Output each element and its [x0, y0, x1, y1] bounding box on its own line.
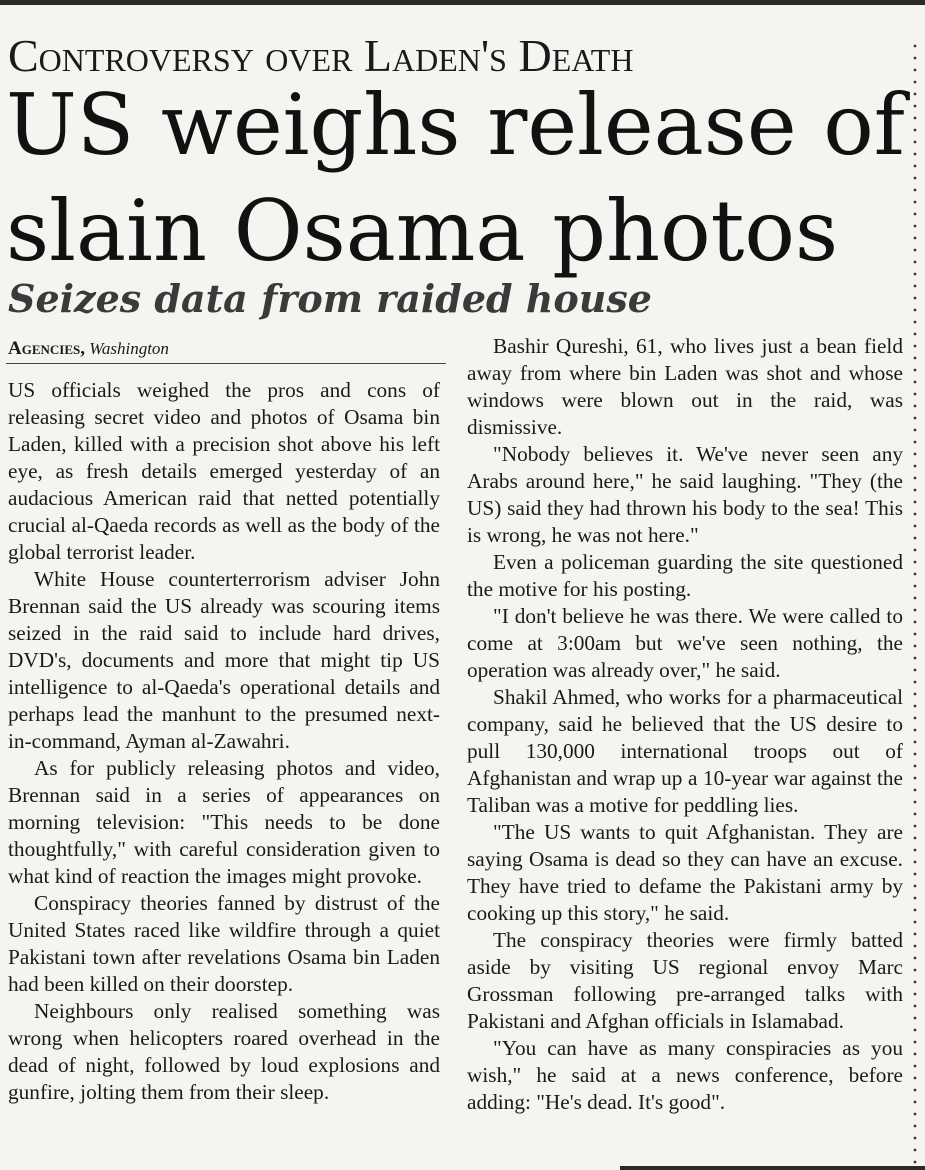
kicker: Controversy over Laden's Death [8, 30, 634, 81]
paragraph: Bashir Qureshi, 61, who lives just a bean field away from where bin Laden was shot and whose windows were blown out in the raid, was dismissive. [467, 334, 903, 439]
paragraph: As for publicly releasing photos and video, Brennan said in a series of appearances on morning television: "This needs to be done thoughtfully," with careful consideration given to what kind of reaction the images might provoke. [8, 756, 440, 888]
paragraph: Even a policeman guarding the site questioned the motive for his posting. [467, 550, 903, 601]
top-rule [0, 0, 925, 5]
paragraph: US officials weighed the pros and cons of releasing secret video and photos of Osama bin Laden, killed with a precision shot above his left eye, as fresh details emerged yesterday of an audacious American raid that netted potentially crucial al-Qaeda records as well as the body of the global terrorist leader. [8, 378, 440, 564]
paragraph: "Nobody believes it. We've never seen any Arabs around here," he said laughing. "They (the US) said they had thrown his body to the sea! This is wrong, he was not here." [467, 442, 903, 547]
article-column-left [8, 377, 440, 1106]
paragraph: Neighbours only realised something was wrong when helicopters roared overhead in the dead of night, followed by loud explosions and gunfire, jolting them from their sleep. [8, 999, 440, 1104]
paragraph: White House counterterrorism adviser John Brennan said the US already was scouring items seized in the raid said to include hard drives, DVD's, documents and more that might tip US intelligence to al-Qaeda's operational details and perhaps lead the manhunt to the presumed next-in-command, Ayman al-Zawahri. [8, 567, 440, 753]
headline: US weighs release of slain Osama photos [6, 76, 905, 280]
paragraph: "I don't believe he was there. We were called to come at 3:00am but we've seen nothing, the operation was already over," he said. [467, 604, 903, 682]
dotted-column-rule [913, 40, 917, 1165]
paragraph: The conspiracy theories were firmly batted aside by visiting US regional envoy Marc Grossman following pre-arranged talks with Pakistani and Afghan officials in Islamabad. [467, 928, 903, 1033]
bottom-rule [620, 1166, 925, 1170]
byline-rule [6, 363, 446, 364]
article-column-right [467, 333, 903, 1116]
byline-agency: Agencies, [8, 338, 85, 359]
subheadline: Seizes data from raided house [8, 276, 652, 321]
paragraph: Shakil Ahmed, who works for a pharmaceutical company, said he believed that the US desire to pull 130,000 international troops out of Afghanistan and wrap up a 10-year war against the Taliban was a motive for peddling lies. [467, 685, 903, 817]
byline [8, 338, 448, 360]
byline-location: Washington [89, 339, 169, 358]
paragraph: "The US wants to quit Afghanistan. They are saying Osama is dead so they can have an excuse. They have tried to defame the Pakistani army by cooking up this story," he said. [467, 820, 903, 925]
paragraph: Conspiracy theories fanned by distrust of the United States raced like wildfire through a quiet Pakistani town after revelations Osama bin Laden had been killed on their doorstep. [8, 891, 440, 996]
paragraph: "You can have as many conspiracies as you wish," he said at a news conference, before adding: "He's dead. It's good". [467, 1036, 903, 1114]
